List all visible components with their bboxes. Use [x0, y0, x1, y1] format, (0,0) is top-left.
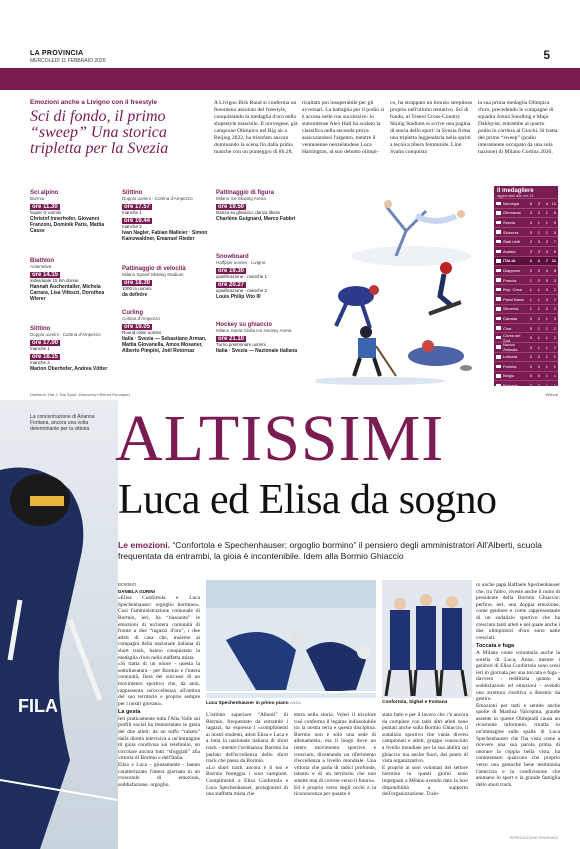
nation-name: Paesi Bassi: [503, 296, 524, 302]
left-photo-caption: La concentrazione di Arianna Fontana, ancora una volta determinante per la vittoria: [30, 414, 95, 432]
flag-icon: [496, 250, 501, 254]
time-badge: ore 17.00: [32, 340, 59, 346]
medal-count-g: 2: [529, 267, 532, 273]
medal-count-b: 2: [545, 239, 548, 245]
flag-icon: [496, 240, 501, 244]
medal-row: [494, 304, 558, 314]
nation-name: Giappone: [503, 267, 521, 273]
medal-count-s: 1: [537, 296, 540, 302]
medal-count-t: 1: [553, 363, 556, 369]
medal-count-t: 2: [553, 306, 556, 312]
medal-count-g: 2: [529, 239, 532, 245]
nation-name: Rep. Ceca: [503, 287, 522, 293]
flag-icon: [496, 230, 501, 234]
medal-count-s: 1: [537, 344, 540, 350]
footer-credit: RIPRODUZIONE RISERVATA: [509, 836, 558, 840]
medal-count-b: 1: [545, 344, 548, 350]
medal-count-t: 1: [553, 354, 556, 360]
article-paragraph: «Elisa Confortola e Luca Spechenhauser: orgoglio bormino». Così l'amministrazione comunale di Bormio, ieri, ha “riassunto” le emozioni di un'intera comunità di fronte a due “ragazzi d'oro”, i due atleti di casa che, insieme ai compagni della nazionale italiana di short track, hanno conquistato la medaglia d'oro nella staffetta mista.: [118, 595, 200, 661]
nation-name: Lettonia: [503, 354, 518, 360]
medal-row: [494, 198, 558, 208]
olympic-sports-illustration: [316, 186, 492, 386]
medal-count-b: 0: [545, 306, 548, 312]
medal-count-g: 6: [529, 200, 532, 206]
flag-icon: [496, 336, 501, 340]
nation-name: Germania: [503, 210, 521, 216]
time-badge: ore 18.15: [32, 354, 59, 360]
medal-count-b: 1: [545, 373, 548, 379]
article-paragraph: ro anche papà Raffaele Spechenhauser che, tra l'altro, riveste anche il ruolo di presidente della Bormio Ghiaccio: perfino, ieri, una doppia emozione, come genitore e come rappresentante di un sodalizio sportivo che ha cresciuto tanti atleti e nel quale anche i due olimpionici d'oro sono natie cresciuti.: [476, 582, 560, 641]
medal-count-s: 2: [537, 200, 540, 206]
medal-count-t: 3: [553, 277, 556, 283]
medal-count-t: 2: [553, 325, 556, 331]
medal-count-s: 0: [537, 383, 540, 389]
medal-row: [494, 284, 558, 294]
nation-name: Corea del Sud: [503, 332, 521, 343]
medal-count-s: 2: [537, 277, 540, 283]
nation-name: Polonia: [503, 363, 517, 369]
right-team-photo: [382, 580, 472, 698]
medal-count-b: 0: [545, 248, 548, 254]
right-photo-caption: Confortola, Sighel e Fontana: [382, 700, 448, 705]
byline-author: DANIELA GURINI: [118, 588, 155, 594]
time-badge: ore 20.27: [218, 282, 245, 288]
medal-count-g: 3: [529, 219, 532, 225]
medal-count-b: 1: [545, 229, 548, 235]
medal-count-t: 1: [553, 373, 556, 379]
article-paragraph: Emozioni per tutti e sentite anche quelle di Martina Valcepina, grande assente in queste Olimpiadi causa un ricorrente infortunio, ritratta in un'immagine sulle spalle di Luca Spechenhauser che l'ha vista come a ricevere una sua parola prima di onorare la coppia bella vista, ha commentato qualcuno che proprio verso una gestoché bene testimonia l'amicizia e la condivisione che animano lo sport e la grande famiglia dello short track.: [476, 702, 560, 788]
medal-count-b: 0: [545, 296, 548, 302]
main-subheadline: Luca ed Elisa da sogno: [118, 477, 497, 523]
medal-count-s: 3: [537, 239, 540, 245]
speed-skater-photo: [0, 400, 118, 849]
flag-icon: [496, 326, 501, 330]
medal-row: [494, 380, 558, 390]
summary-lead: Le emozioni.: [118, 540, 171, 550]
medal-count-s: 1: [537, 325, 540, 331]
medal-row: [494, 275, 558, 285]
schedule-caption: Diretta tv: Rai 2, Rai Sport, Discovery+/Rai ed Eurosport: [30, 392, 130, 397]
article-col-4: [382, 712, 468, 798]
schedule-item: Sci alpino Bormio ore 11.30 Super G uomini Christof Innerhofer, Giovanni Franzoni, Dominik Paris, Mattia Casse: [30, 190, 105, 234]
medal-row: [494, 323, 558, 333]
nation-name: Nuova Zelanda: [503, 342, 518, 353]
medal-count-t: 8: [553, 267, 556, 273]
medal-count-g: 1: [529, 296, 532, 302]
byline-place: BORMIO: [118, 582, 137, 587]
medal-row: [494, 256, 558, 266]
schedule-credit: Withub: [545, 392, 558, 397]
flag-icon: [496, 211, 501, 215]
medal-row: [494, 217, 558, 227]
medal-count-g: 0: [529, 363, 532, 369]
medal-count-b: 4: [545, 200, 548, 206]
medal-count-s: 2: [537, 210, 540, 216]
nation-name: Slovenia: [503, 306, 519, 312]
summary: [118, 540, 558, 562]
schedule-item: Curling Cortina d'Ampezzo ore 19.05 Round robin uomini Italia · Svezia — Sebastiano Arman, Mattia Giovanella, Amos Mosaner, Alberto Pimpini, Joël Retornaz: [122, 310, 207, 354]
article-subhead: Toccata e fuga: [476, 643, 515, 650]
medal-count-t: 6: [553, 210, 556, 216]
top-headline: Sci di fondo, il primo “sweep” Una storica tripletta per la Svezia: [30, 108, 169, 157]
medal-count-t: 1: [553, 383, 556, 389]
medal-count-g: 3: [529, 210, 532, 216]
medal-count-t: 7: [553, 239, 556, 245]
medal-row: [494, 236, 558, 246]
article-col-1: [118, 582, 200, 788]
article-paragraph: L'istituto superiore “Alberti” di Bormio, frequentato da entrambi i ragazzi, ha espresso i «complimenti ai nostri studenti, atleti Elisa e Luca e a tutta la nazionale italiana di short track - mentre l'ordinanza: Bormio ha parlato dell'eccellenza dello short track che passa da Bormio.: [206, 712, 288, 765]
medal-count-s: 3: [537, 248, 540, 254]
main-headline: ALTISSIMI: [115, 402, 445, 475]
medal-count-g: 0: [529, 335, 532, 341]
medal-count-g: 2: [529, 248, 532, 254]
time-badge: ore 19.44: [124, 218, 151, 224]
article-paragraph: Elisa e Luca - giustamente - hanno caratterizzato l'intera giornata in un crescendo di emozioni, soddisfazione, orgoglio,: [118, 762, 200, 788]
medal-count-s: 1: [537, 287, 540, 293]
schedule-item: Pattinaggio di figura Milano Ice Skating Arena ore 19.50 Danza su ghiaccio, danza libera Charlène Guignard, Marco Fabbri: [216, 190, 296, 222]
schedule-item: Pattinaggio di velocità Milano Speed Skating Stadium ore 18.30 1000 m uomini da definire: [122, 266, 186, 298]
medal-count-g: 0: [529, 383, 532, 389]
flag-icon: [496, 278, 501, 282]
medal-count-s: 1: [537, 335, 540, 341]
flag-icon: [496, 269, 501, 273]
medal-row: [494, 332, 558, 342]
nation-name: Austria: [503, 248, 516, 254]
medal-count-b: 1: [545, 325, 548, 331]
medal-row: [494, 352, 558, 362]
header-band: [0, 68, 580, 90]
time-badge: ore 18.30: [124, 280, 151, 286]
flag-icon: [496, 297, 501, 301]
nation-name: Svizzera: [503, 229, 519, 235]
medal-count-g: 1: [529, 306, 532, 312]
medal-count-t: 5: [553, 229, 556, 235]
nation-name: Bulgaria: [503, 383, 518, 389]
flag-icon: [496, 355, 501, 359]
flag-icon: [496, 221, 501, 225]
flag-icon: [496, 317, 501, 321]
medal-count-b: 1: [545, 315, 548, 321]
schedule-item: Slittino Doppio uomini · Cortina d'Ampezzo ore 17.57 manche 1 ore 19.44 manche 2 Ivan Nagler, Fabian Malleier · Simon Kainzwaldner, Emanuel Rieder: [122, 190, 208, 242]
top-kicker: Emozioni anche a Livigno con il freestyle: [30, 99, 158, 106]
center-photo-caption: Luca Spechenhauser in primo piano ANSA: [206, 700, 301, 706]
nation-name: Francia: [503, 277, 517, 283]
center-skaters-photo: [206, 580, 376, 698]
medal-count-g: 0: [529, 344, 532, 350]
flag-icon: [496, 307, 501, 311]
medal-count-g: 2: [529, 258, 532, 264]
top-col-3: co, ha strappato un bronzo strepitoso proprio nell'ultimo tentativo. Sci di fondo, al Tesero Cross-Country Skiing Stadium si scrive una pagina di storia dello sport: la Svezia firma una tripletta leggendaria nella sprint a tecnica libera femminile. Linn Svahn conquista: [390, 100, 473, 155]
medal-table-subtitle: aggiornato alle ore 21: [497, 194, 534, 198]
medal-count-t: 11: [551, 258, 556, 264]
medal-table: [494, 186, 558, 389]
medal-count-b: 1: [545, 363, 548, 369]
medal-count-b: 1: [545, 383, 548, 389]
medal-row: [494, 294, 558, 304]
medal-row: [494, 265, 558, 275]
medal-row: [494, 361, 558, 371]
flag-icon: [496, 365, 501, 369]
masthead: LA PROVINCIA: [30, 50, 84, 57]
medal-count-t: 2: [553, 344, 556, 350]
medal-count-b: 0: [545, 287, 548, 293]
nation-name: Stati Uniti: [503, 239, 521, 245]
article-paragraph: A Milano come volontaria anche la sorella di Luca, Anna, mentre i genitori di Elisa Confortola sono scesi ieri in giornata per una toccata e fuga - davvero - redditizia quanto a soddisfazioni ed emozioni - avendo una struttura ricettiva a Bormio da gestire.: [476, 649, 560, 703]
nation-name: ITALIA: [503, 258, 516, 264]
time-badge: ore 21.10: [218, 336, 245, 342]
medal-count-g: 1: [529, 287, 532, 293]
medal-count-s: 1: [537, 229, 540, 235]
medal-count-t: 12: [551, 200, 556, 206]
medal-count-g: 0: [529, 315, 532, 321]
page-number: 5: [543, 48, 550, 62]
article-paragraph: E proprio ai suoi volontari del settore bormino in questi giorni sono impegnati a Milano avendo dato la loro disponibilità a supporto dell'organizzazione. Tralo-: [382, 764, 468, 798]
flag-icon: [496, 345, 501, 349]
medal-row: [494, 371, 558, 381]
flag-icon: [496, 288, 501, 292]
time-badge: ore 19.50: [218, 204, 245, 210]
article-paragraph: «Si tratta di un onore - questa la sottolineatura - per Bormio e l'intera comunità, fiera dei successi di un movimento sportivo che, da anni, rappresenta un'eccellenza all'ombra del suo territorio e proprio sempre per i nostri giovani».: [118, 661, 200, 707]
medal-count-b: 7: [545, 258, 548, 264]
time-badge: ore 19.05: [124, 324, 151, 330]
nation-name: Norvegia: [503, 200, 520, 206]
nation-name: Belgio: [503, 373, 515, 379]
medal-rows: [494, 198, 558, 390]
article-paragraph: Ieri praticamente tutta l'Alta Valle sui profili social ha immortalato le gesta dei due atleti: da un tuffo “rubato” dalla diretta televisiva a un'immagine di gioia condivisa sui telefonini, un circolare ancora tutti “sfoggiati” alla vittoria di Bormio e dell'Italia.: [118, 715, 200, 762]
medal-count-s: 2: [537, 315, 540, 321]
time-badge: ore 14.15: [32, 272, 59, 278]
medal-count-s: 0: [537, 373, 540, 379]
medal-row: [494, 342, 558, 352]
medal-count-b: 4: [545, 267, 548, 273]
medal-count-b: 0: [545, 277, 548, 283]
flag-icon: [496, 259, 501, 263]
medal-count-b: 1: [545, 219, 548, 225]
medal-count-s: 0: [537, 354, 540, 360]
medal-count-t: 5: [553, 248, 556, 254]
summary-text: “Confortola e Spechenhauser: orgoglio bormino” il pensiero degli amministratori All'Alberti, scuola frequentata da entrambi, la gioia è incontenibile. Idem alla Bormio Ghiaccio: [118, 540, 542, 561]
time-badge: ore 19.30: [218, 268, 245, 274]
schedule-item: Biathlon Anterselva ore 14.15 individuale 15 km donne Hannah Auchentaller, Michela Carrara, Lisa Vittozzi, Dorothea Wierer: [30, 258, 105, 302]
top-col-1: A Livigno Birk Ruud si conferma un fenomeno assoluto del freestyle, conquistando la medaglia d'oro nello slopestyle maschile. Il norvegese, già campione Olimpico nel Big air a Beijing 2022, ha trionfato ancora dominando la scena fin dalla prima manche con un punteggio di 86.28,: [214, 100, 298, 155]
medal-row: [494, 313, 558, 323]
nation-name: Cina: [503, 325, 512, 331]
article-paragraph: entra nella storia. Veleri il tricolore così conferma il legame indissolubile tra la nostra terra e questa disciplina. Bormio non è solo una sede di allenamento, ma il luogo dove un intero movimento sportivo è cresciuto, diventando un riferimento d'eccellenza a livello mondiale. Una vittoria che parla di radici profonde, talento e di un territorio che non smette mai di correre verso il futuro».: [294, 712, 376, 784]
medal-count-b: 1: [545, 210, 548, 216]
medal-row: [494, 208, 558, 218]
medal-row: [494, 246, 558, 256]
medal-count-t: 5: [553, 219, 556, 225]
medal-count-g: 0: [529, 373, 532, 379]
top-col-4: la sua prima medaglia Olimpica d'oro, precedendo le compagne di squadra Jonna Sundling e Maja Dahlqvist, entrambe al quarto podio in carriera ai Giochi. Si tratta del primo “sweep” (podio interamente occupato da una sola nazione) di Milano Cortina 2026.: [478, 100, 558, 155]
medal-count-t: 2: [553, 287, 556, 293]
nation-name: Svezia: [503, 219, 516, 225]
medal-table-title: Il medagliere: [497, 188, 534, 194]
article-paragraph: «Lo short track ancora è il tuo e Bormio festeggia i suoi campioni. Complimenti a Elisa Confortola e Luca Spechenhauser, protagonisti di una staffetta mista che: [206, 764, 288, 798]
medal-count-t: 2: [553, 335, 556, 341]
medal-count-b: 1: [545, 354, 548, 360]
article-col-3: [294, 712, 376, 798]
top-col-2: risultato poi insuperabile per gli avversari. La battaglia per il podio si è accesa nelle run successive: lo statunitense Alex Hall ha scalato la classifica nella seconda prova assicurandosi l'argento, mentre il ventunenne neozelandese Luca Harrington, al suo debutto olimpi-: [302, 100, 385, 155]
medal-row: [494, 227, 558, 237]
article-paragraph: stato fatto e per il lavoro che c'è ancora da compiere con tanti altri atleti sono puntati anche sulla Bormio Ghiaccio, il sodalizio sportivo che vanta diversi campionati e atleti, gruppo conosciuto a livello mondiale per la sua abilità sul ghiaccio ma anche fuori, dal punto di vista organizzativo.: [382, 712, 468, 765]
time-badge: ore 11.30: [32, 204, 58, 210]
medal-count-t: 2: [553, 296, 556, 302]
svg-text:FILA: FILA: [18, 696, 58, 716]
medal-count-s: 2: [537, 267, 540, 273]
schedule-item: Snowboard Halfpipe uomini · Livigno ore 19.30 qualificazione - manche 1 ore 20.27 qualificazione - manche 2 Louis Philip Vito III: [216, 254, 268, 300]
medal-count-s: 2: [537, 258, 540, 264]
medal-count-g: 0: [529, 325, 532, 331]
article-paragraph: Ed è proprio verso degli occhi e la riconoscenza per quanto è: [294, 784, 376, 798]
flag-icon: [496, 202, 501, 206]
medal-count-s: 0: [537, 363, 540, 369]
nation-name: Canada: [503, 315, 518, 321]
flag-icon: [496, 384, 501, 388]
flag-icon: [496, 374, 501, 378]
medal-count-g: 3: [529, 229, 532, 235]
medal-count-s: 1: [537, 219, 540, 225]
schedule-item: Slittino Doppio uomini · Cortina d'Ampezzo ore 17.00 manche 1 ore 18.15 manche 2 Marion Oberhofer, Andrea Vötter: [30, 326, 108, 372]
dateline: MERCOLEDÌ 11 FEBBRAIO 2026: [30, 58, 106, 64]
article-col-5: [476, 582, 560, 788]
medal-count-g: 1: [529, 277, 532, 283]
time-badge: ore 17.57: [124, 204, 151, 210]
medal-count-s: 1: [537, 306, 540, 312]
article-col-2: [206, 712, 288, 798]
schedule-item: Hockey su ghiaccio Milano Santa Giulia Ice Hockey Arena ore 21.10 Turno preliminare uomini Italia · Svezia — Nazionale italiana: [216, 322, 298, 354]
medal-count-g: 0: [529, 354, 532, 360]
medal-count-t: 3: [553, 315, 556, 321]
medal-count-b: 1: [545, 335, 548, 341]
article-subhead: La gesta: [118, 709, 141, 716]
